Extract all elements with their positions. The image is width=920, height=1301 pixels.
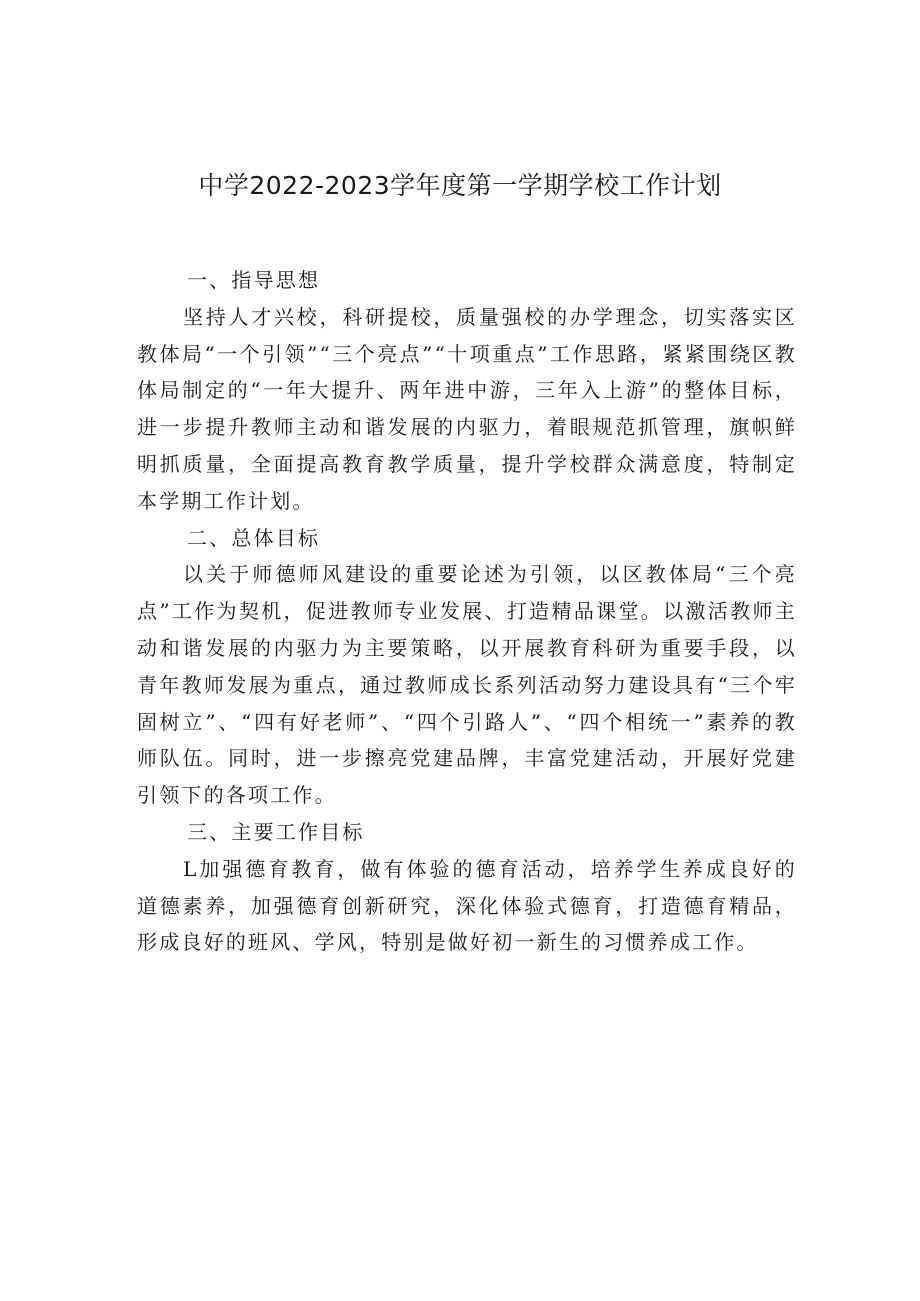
section-paragraph-guiding-ideology: 坚持人才兴校，科研提校，质量强校的办学理念，切实落实区教体局“一个引领”“三个亮点”“十项重点”工作思路，紧紧围绕区教体局制定的“一年大提升、两年进中游，三年入上游”的整体目标，进一步提升教师主动和谐发展的内驱力，着眼规范抓管理，旗帜鲜明抓质量，全面提高教育教学质量，提升学校群众满意度，特制定本学期工作计划。	[137, 304, 797, 513]
section-heading-main-work-goals: 三、主要工作目标	[187, 819, 365, 844]
section-paragraph-overall-goal: 以关于师德师风建设的重要论述为引领，以区教体局“三个亮点”工作为契机，促进教师专业发展、打造精品课堂。以激活教师主动和谐发展的内驱力为主要策略，以开展教育科研为重要手段，以青年教师发展为重点，通过教师成长系列活动努力建设具有“三个牢固树立”、“四有好老师”、“四个引路人”、“四个相统一”素养的教师队伍。同时，进一步擦亮党建品牌，丰富党建活动，开展好党建引领下的各项工作。	[137, 562, 797, 808]
document-title: 中学2022-2023学年度第一学期学校工作计划	[198, 171, 722, 200]
section-paragraph-main-work-goals: L加强德育教育，做有体验的德育活动，培养学生养成良好的道德素养，加强德育创新研究，深化体验式德育，打造德育精品，形成良好的班风、学风，特别是做好初一新生的习惯养成工作。	[137, 856, 797, 955]
section-heading-overall-goal: 二、总体目标	[187, 525, 321, 550]
document-body	[137, 262, 797, 961]
section-heading-guiding-ideology: 一、指导思想	[187, 268, 321, 292]
